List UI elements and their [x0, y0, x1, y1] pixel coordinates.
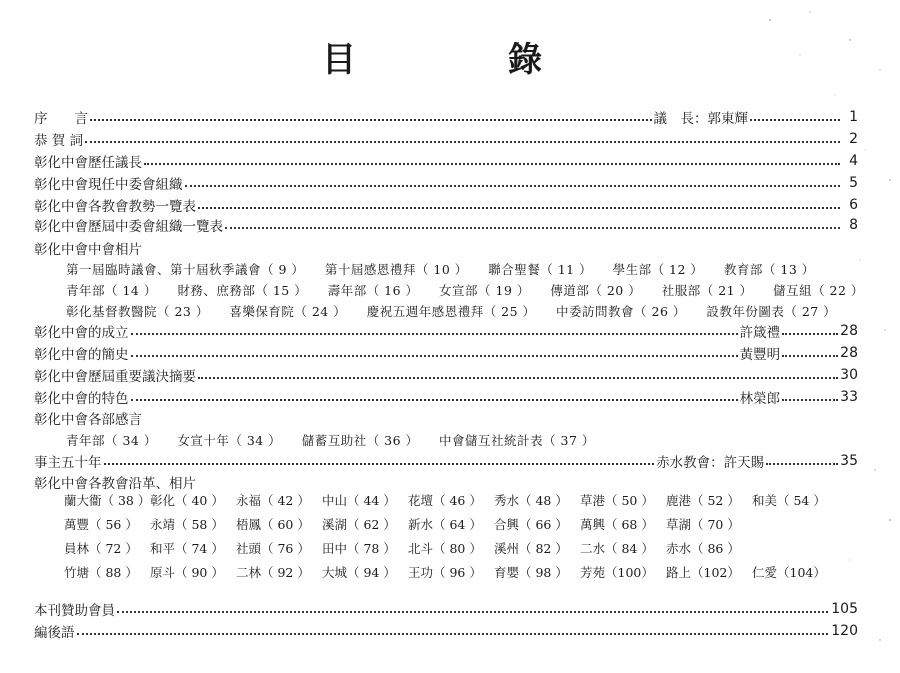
church-item: 二水（ 84 ） [580, 541, 654, 556]
toc-title [0, 32, 900, 82]
photo-line [66, 281, 880, 299]
dot-leader [104, 463, 655, 465]
church-item: 花壇（ 46 ） [408, 493, 482, 508]
dot-leader [782, 355, 838, 357]
church-line [64, 539, 844, 563]
photo-item: 財務、庶務部（ 15 ） [177, 283, 308, 298]
church-item: 鹿港（ 52 ） [666, 493, 740, 508]
toc-entry-label: 事主五十年 [34, 455, 102, 471]
church-item: 和平（ 74 ） [150, 541, 224, 556]
toc-entry[interactable] [34, 598, 858, 620]
dot-leader [131, 399, 738, 401]
dot-leader [750, 119, 840, 121]
photo-item: 第一屆臨時議會、第十屆秋季議會（ 9 ） [66, 262, 305, 277]
toc-entry-label: 彰化中會歷屆重要議決摘要 [34, 369, 196, 385]
church-grid [64, 491, 844, 587]
church-item: 和美（ 54 ） [752, 493, 826, 508]
church-line [64, 515, 844, 539]
church-item: 梧鳳（ 60 ） [236, 517, 310, 532]
church-item: 秀水（ 48 ） [494, 493, 568, 508]
toc-entry[interactable] [34, 364, 858, 386]
church-item: 仁愛（104） [752, 565, 826, 580]
photo-item: 第十屆感恩禮拜（ 10 ） [324, 262, 468, 277]
church-line [64, 491, 844, 515]
toc-entry-author: 許箴禮 [739, 325, 781, 341]
toc-entry-page: 4 [849, 153, 858, 169]
church-item: 中山（ 44 ） [322, 493, 396, 508]
dept-item: 女宣十年（ 34 ） [177, 433, 282, 448]
toc-entry[interactable] [34, 320, 858, 342]
church-item: 原斗（ 90 ） [150, 565, 224, 580]
toc-entry[interactable] [34, 450, 858, 472]
church-item: 社頭（ 76 ） [236, 541, 310, 556]
church-item: 竹塘（ 88 ） [64, 565, 138, 580]
toc-entry-page: 105 [831, 601, 858, 617]
toc-entry-page: 28 [840, 345, 858, 361]
church-item: 溪州（ 82 ） [494, 541, 568, 556]
church-item: 萬興（ 68 ） [580, 517, 654, 532]
photo-item: 女宣部（ 19 ） [439, 283, 530, 298]
church-item: 赤水（ 86 ） [666, 541, 740, 556]
church-item: 王功（ 96 ） [408, 565, 482, 580]
dot-leader [131, 333, 738, 335]
dot-leader [77, 633, 829, 635]
toc-entry-label: 彰化中會的成立 [34, 325, 129, 341]
toc-entry-page: 1 [849, 109, 858, 125]
toc-entry-page: 120 [831, 623, 858, 639]
toc-entry-author: 議 長：郭東輝 [653, 111, 748, 127]
toc-entry-label: 本刊贊助會員 [34, 603, 115, 619]
dot-leader [225, 227, 840, 229]
photo-line [66, 302, 852, 320]
church-item: 北斗（ 80 ） [408, 541, 482, 556]
toc-entry-page: 5 [849, 175, 858, 191]
toc-entry-page: 30 [840, 367, 858, 383]
dept-line [66, 431, 611, 449]
toc-entry-page: 2 [849, 131, 858, 147]
church-item: 新水（ 64 ） [408, 517, 482, 532]
toc-entry-page: 35 [840, 453, 858, 469]
photo-item: 中委訪問教會（ 26 ） [556, 304, 686, 319]
photo-item: 教育部（ 13 ） [723, 262, 815, 277]
photo-item: 喜樂保育院（ 24 ） [229, 304, 347, 319]
church-item: 芳苑（100） [580, 565, 654, 580]
photo-item: 社服部（ 21 ） [661, 283, 753, 298]
dept-item: 中會儲互社統計表（ 37 ） [439, 433, 595, 448]
toc-entry-label: 彰化中會的簡史 [34, 347, 129, 363]
dept-heading: 彰化中會各部感言 [34, 412, 142, 428]
dot-leader [90, 119, 652, 121]
church-item: 合興（ 66 ） [494, 517, 568, 532]
toc-entry-label: 彰化中會歷任議長 [34, 155, 142, 171]
dept-item: 儲蓄互助社（ 36 ） [301, 433, 419, 448]
photo-item: 壽年部（ 16 ） [327, 283, 419, 298]
church-item: 大城（ 94 ） [322, 565, 396, 580]
church-item: 育嬰（ 98 ） [494, 565, 568, 580]
church-item: 萬豐（ 56 ） [64, 517, 138, 532]
photo-item: 慶祝五週年感恩禮拜（ 25 ） [366, 304, 536, 319]
toc-entry-label: 彰化中會現任中委會組織 [34, 177, 183, 193]
toc-entry-label: 序 言 [34, 111, 88, 127]
dot-leader [782, 333, 838, 335]
photos-heading: 彰化中會中會相片 [34, 242, 142, 258]
church-item: 彰化（ 40 ） [150, 493, 224, 508]
dot-leader [198, 207, 840, 209]
church-item: 員林（ 72 ） [64, 541, 138, 556]
toc-entry[interactable] [34, 214, 858, 236]
title-char-mu: 目 [322, 40, 356, 80]
church-item: 二林（ 92 ） [236, 565, 310, 580]
toc-entry-label: 彰化中會的特色 [34, 391, 129, 407]
church-item: 永靖（ 58 ） [150, 517, 224, 532]
photo-item: 聯合聖餐（ 11 ） [488, 262, 593, 277]
toc-entry-page: 6 [849, 197, 858, 213]
dot-leader [766, 463, 838, 465]
church-item: 草港（ 50 ） [580, 493, 654, 508]
toc-entry-label: 彰化中會各教會教勢一覽表 [34, 199, 196, 215]
dot-leader [117, 611, 828, 613]
toc-entry-label: 編後語 [34, 625, 75, 641]
church-item: 草湖（ 70 ） [666, 517, 740, 532]
church-item: 蘭大衞（ 38 ） [64, 493, 151, 508]
church-item: 路上（102） [666, 565, 740, 580]
toc-entry[interactable] [34, 172, 858, 194]
toc-entry[interactable] [34, 620, 858, 642]
photo-item: 設教年份圖表（ 27 ） [706, 304, 837, 319]
photo-item: 彰化基督教醫院（ 23 ） [66, 304, 209, 319]
photo-item: 儲互組（ 22 ） [773, 283, 864, 298]
photo-item: 學生部（ 12 ） [612, 262, 704, 277]
dept-item: 青年部（ 34 ） [66, 433, 157, 448]
title-char-lu: 錄 [508, 40, 542, 80]
dot-leader [782, 399, 838, 401]
dot-leader [144, 163, 840, 165]
church-item: 永福（ 42 ） [236, 493, 310, 508]
toc-entry[interactable] [34, 106, 858, 128]
toc-entry-author: 黃豐明 [739, 347, 781, 363]
toc-entry-page: 28 [840, 323, 858, 339]
photo-item: 傳道部（ 20 ） [550, 283, 642, 298]
toc-entry[interactable] [34, 128, 858, 150]
toc-entry-page: 8 [849, 217, 858, 233]
toc-entry-author: 林榮郎 [739, 391, 781, 407]
dot-leader [185, 185, 841, 187]
church-item: 田中（ 78 ） [322, 541, 396, 556]
toc-entry[interactable] [34, 194, 858, 216]
toc-entry-label: 彰化中會歷屆中委會組織一覽表 [34, 219, 223, 235]
toc-entry[interactable] [34, 386, 858, 408]
toc-entry-author: 赤水教會：許天賜 [656, 455, 765, 471]
toc-entry[interactable] [34, 150, 858, 172]
toc-entry[interactable] [34, 342, 858, 364]
church-item: 溪湖（ 62 ） [322, 517, 396, 532]
church-line [64, 563, 844, 587]
toc-entry-page: 33 [840, 389, 858, 405]
dot-leader [131, 355, 738, 357]
toc-entry-label: 恭 賀 詞 [34, 133, 84, 149]
dot-leader [198, 377, 838, 379]
dot-leader [85, 141, 840, 143]
photo-item: 青年部（ 14 ） [66, 283, 157, 298]
churches-heading: 彰化中會各教會沿革、相片 [34, 476, 196, 492]
photo-line [66, 260, 831, 278]
